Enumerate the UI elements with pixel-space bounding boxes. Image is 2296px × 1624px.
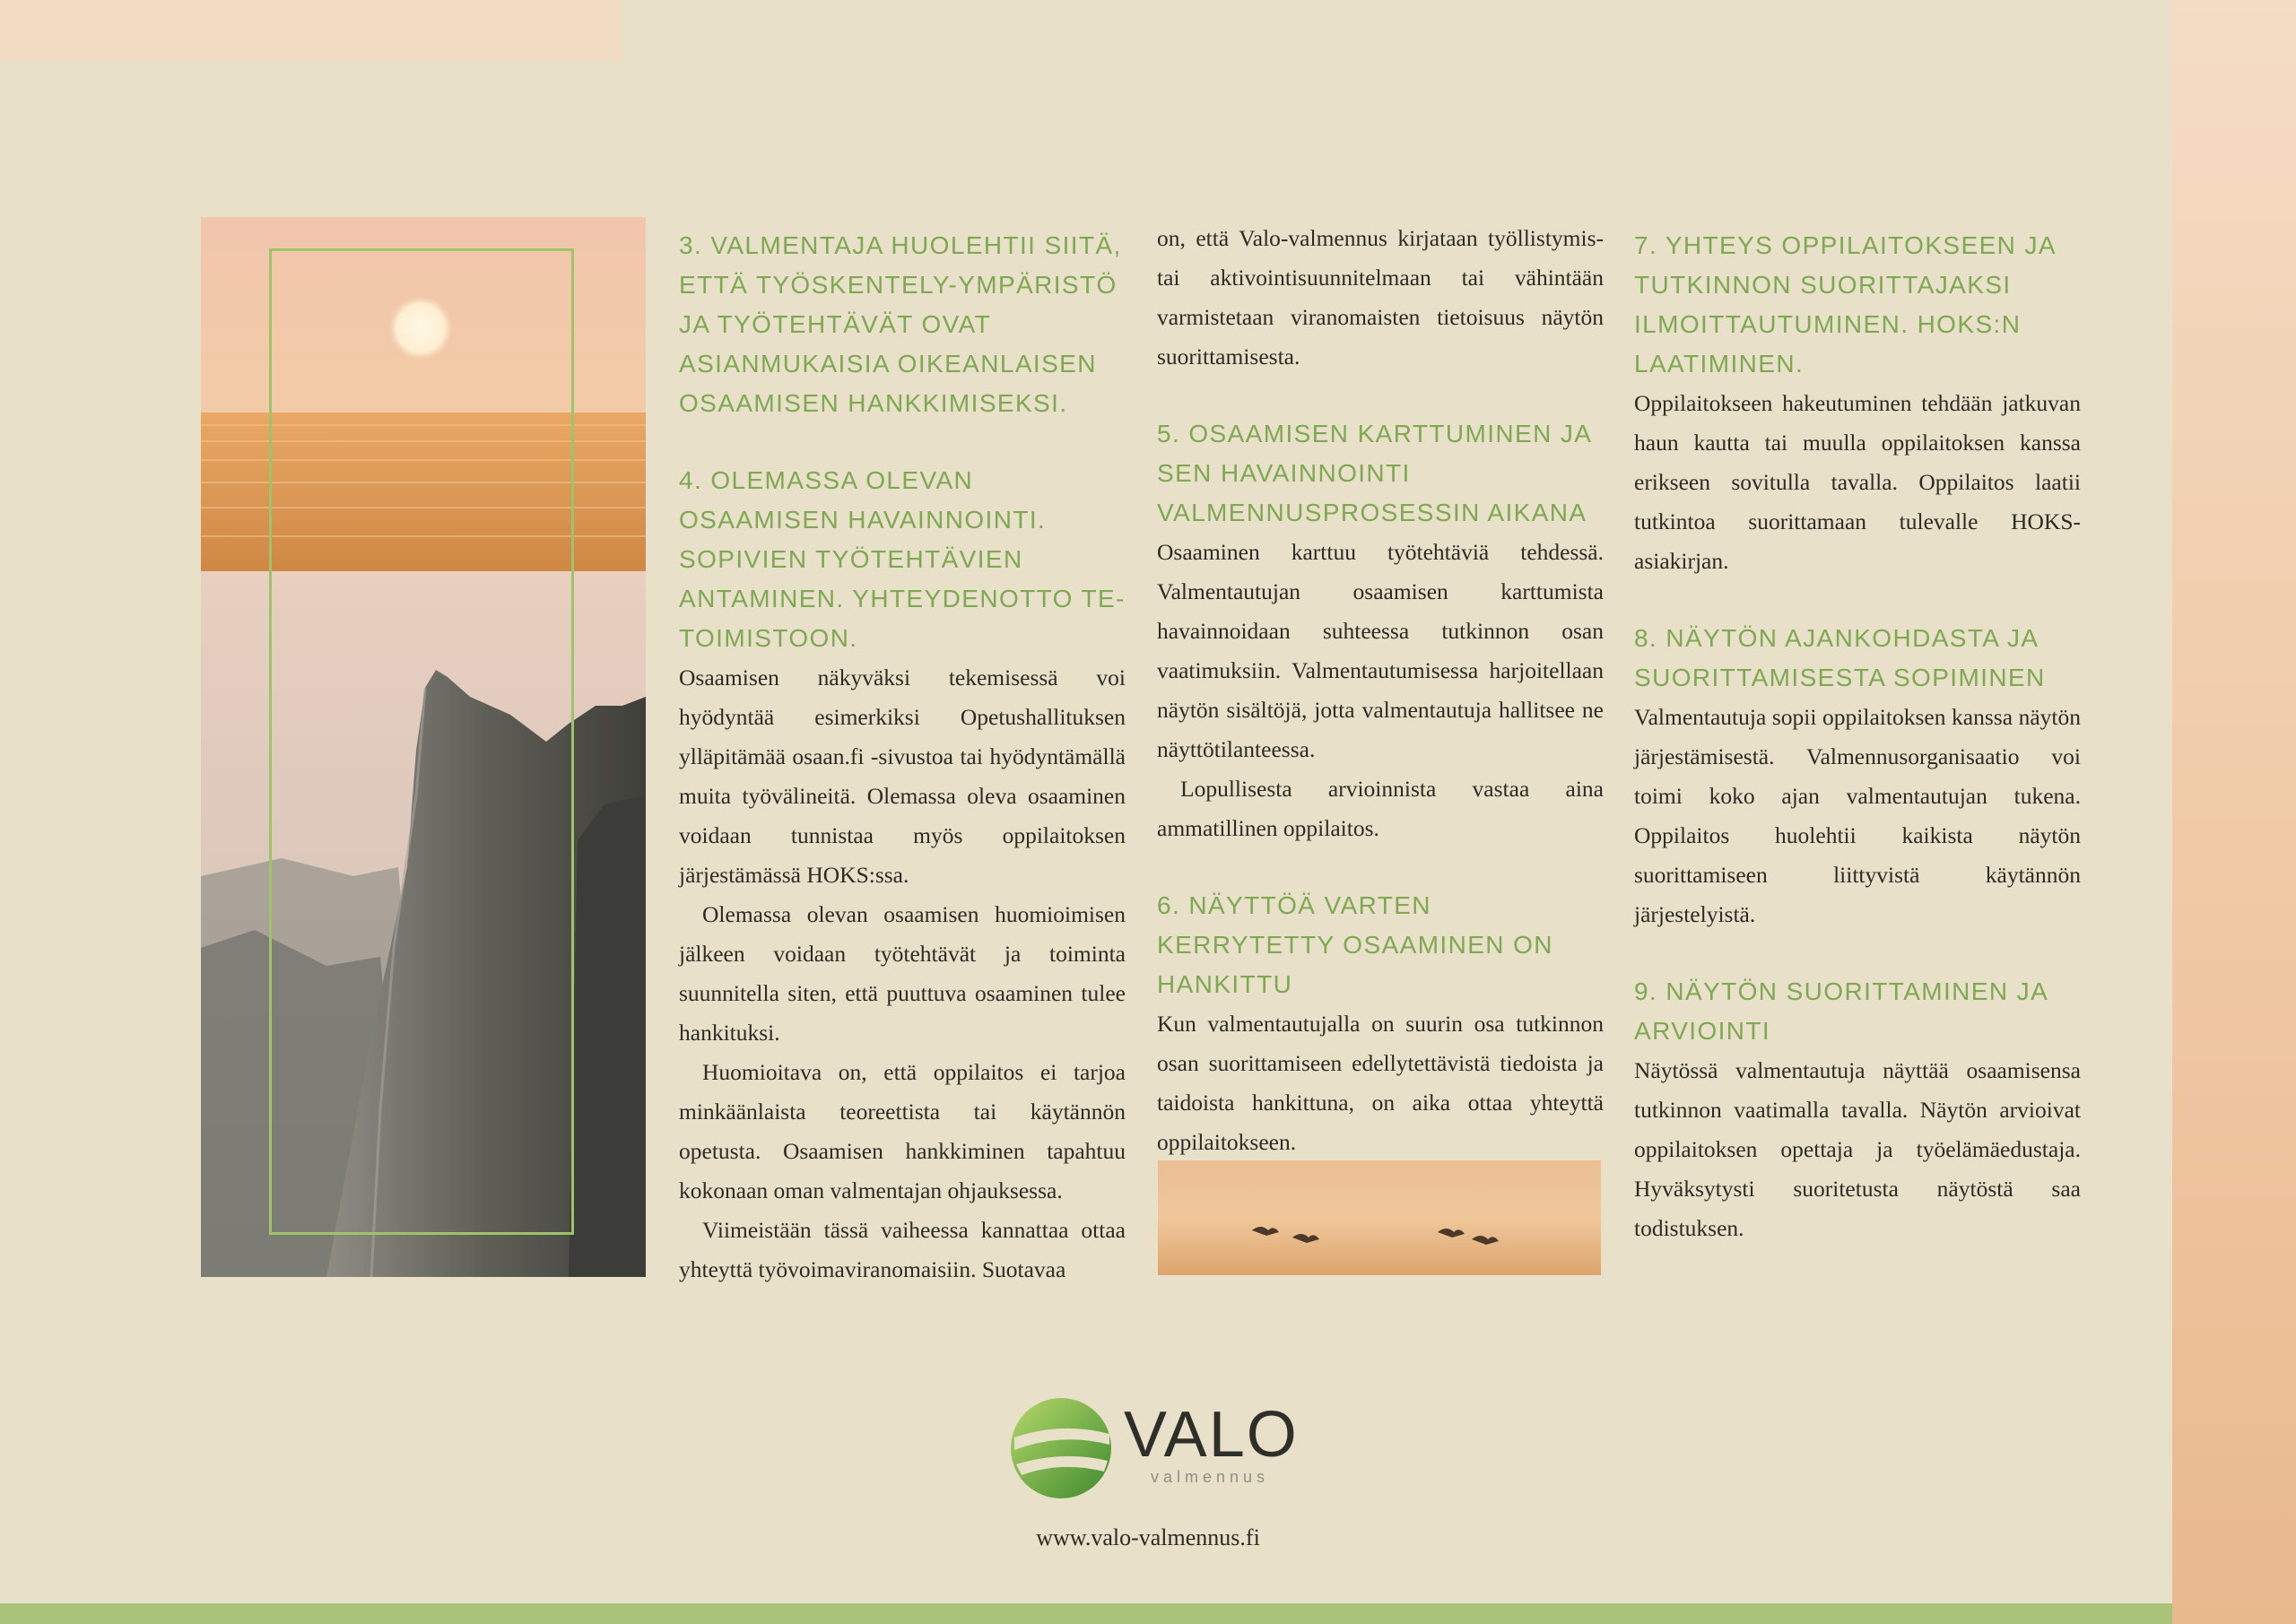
heading-5: 5. OSAAMISEN KARTTUMINEN JA SEN HAVAINNOINTI VALMENNUSPROSESSIN AIKANA xyxy=(1157,420,1591,526)
paragraph: Oppilaitokseen hakeutuminen tehdään jatkuvan haun kautta tai muulla oppilaitoksen kanssa erikseen sovitulla tavalla. Oppilaitos laatii tutkintoa suorittamaan tulevalle HOKS-asiakirjan. xyxy=(1634,390,2081,574)
flying-birds-photo xyxy=(1158,1160,1601,1275)
right-edge-gradient xyxy=(2172,0,2296,1624)
heading-6: 6. NÄYTTÖÄ VARTEN KERRYTETTY OSAAMINEN ON HANKITTU xyxy=(1157,891,1553,998)
heading-3: 3. VALMENTAJA HUOLEHTII SIITÄ, ETTÄ TYÖSKENTELY-YMPÄRISTÖ JA TYÖTEHTÄVÄT OVAT ASIANMUKAISIA OIKEANLAISEN OSAAMISEN HANKKIMISEKSI. xyxy=(679,231,1122,417)
text-column-2 xyxy=(1157,219,1604,1162)
paragraph: Valmentautuja sopii oppilaitoksen kanssa näytön järjestämisestä. Valmennusorganisaatio voi toimi koko ajan valmentautujan tukena. Oppilaitos huolehtii kaikista näytön suorittamiseen liittyvistä käytännön järjestelyistä. xyxy=(1634,704,2081,927)
paragraph: on, että Valo-valmennus kirjataan työllistymis- tai aktivointisuunnitelmaan tai vähintään varmistetaan viranomaisten tietoisuus näytön suorittamisesta. xyxy=(1157,225,1604,369)
paragraph: Kun valmentautujalla on suurin osa tutkinnon osan suorittamiseen edellytettävistä tiedoista ja taidoista hankittuna, on aika ottaa yhteyttä oppilaitokseen. xyxy=(1157,1011,1604,1155)
text-column-1 xyxy=(679,226,1126,1290)
text-column-3 xyxy=(1634,226,2081,1248)
paragraph: Osaaminen karttuu työtehtäviä tehdessä. Valmentautujan osaamisen karttumista havainnoidaan suhteessa tutkinnon osan vaatimuksiin. Valmentautumisessa harjoitellaan näytön sisältöjä, jotta valmentautuja hallitsee ne näyttötilanteessa. xyxy=(1157,539,1604,762)
heading-7: 7. YHTEYS OPPILAITOKSEEN JA TUTKINNON SUORITTAJAKSI ILMOITTAUTUMINEN. HOKS:N LAATIMINEN. xyxy=(1634,231,2056,378)
heading-9: 9. NÄYTÖN SUORITTAMINEN JA ARVIOINTI xyxy=(1634,977,2048,1045)
logo-subtitle: valmennus xyxy=(1151,1468,1270,1486)
heading-4: 4. OLEMASSA OLEVAN OSAAMISEN HAVAINNOINTI. SOPIVIEN TYÖTEHTÄVIEN ANTAMINEN. YHTEYDENOTTO TE-TOIMISTOON. xyxy=(679,466,1126,652)
green-frame xyxy=(269,248,574,1235)
paragraph: Viimeistään tässä vaiheessa kannattaa ottaa yhteyttä työvoimaviranomaisiin. Suotavaa xyxy=(679,1217,1126,1282)
paragraph: Osaamisen näkyväksi tekemisessä voi hyödyntää esimerkiksi Opetushallituksen ylläpitämää osaan.fi -sivustoa tai hyödyntämällä muita työvälineitä. Olemassa oleva osaaminen voidaan tunnistaa myös oppilaitoksen järjestämässä HOKS:ssa. xyxy=(679,664,1126,888)
heading-8: 8. NÄYTÖN AJANKOHDASTA JA SUORITTAMISESTA SOPIMINEN xyxy=(1634,624,2046,691)
bottom-accent-bar xyxy=(0,1603,2172,1624)
paragraph: Huomioitava on, että oppilaitos ei tarjoa minkäänlaista teoreettista tai käytännön opetusta. Osaamisen hankkiminen tapahtuu kokonaan oman valmentajan ohjauksessa. xyxy=(679,1059,1126,1203)
paragraph: Olemassa olevan osaamisen huomioimisen jälkeen voidaan työtehtävät ja toiminta suunnitella siten, että puuttuva osaaminen tulee hankituksi. xyxy=(679,901,1126,1046)
paragraph: Lopullisesta arvioinnista vastaa aina ammatillinen oppilaitos. xyxy=(1157,776,1604,841)
website-url[interactable]: www.valo-valmennus.fi xyxy=(1036,1524,1260,1550)
logo-name: VALO xyxy=(1124,1399,1299,1471)
paragraph: Näytössä valmentautuja näyttää osaamisensa tutkinnon vaatimalla tavalla. Näytön arvioivat oppilaitoksen opettaja ja työelämäedustaja. Hyväksytysti suoritetusta näytöstä saa todistuksen. xyxy=(1634,1057,2081,1241)
top-color-band xyxy=(0,0,622,61)
